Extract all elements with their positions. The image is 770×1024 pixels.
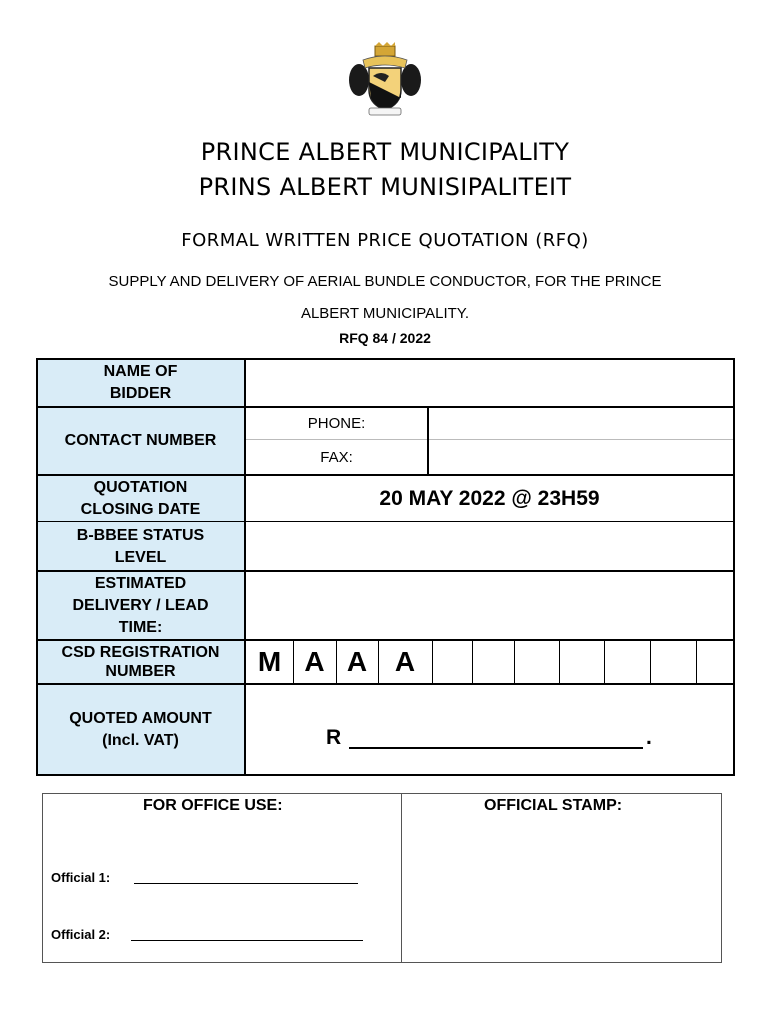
row-divider bbox=[36, 570, 735, 572]
document-description bbox=[60, 266, 710, 330]
bbbee-status-label bbox=[37, 522, 244, 571]
amount-field[interactable] bbox=[349, 724, 643, 746]
office-box-divider bbox=[401, 794, 402, 962]
name-of-bidder-label bbox=[37, 359, 244, 407]
official-1-line[interactable] bbox=[134, 883, 358, 884]
label-line: NUMBER bbox=[105, 663, 176, 680]
csd-char-2: A bbox=[304, 646, 325, 677]
label-line: TIME: bbox=[118, 618, 163, 636]
csd-box-divider bbox=[293, 640, 294, 684]
name-of-bidder-field[interactable] bbox=[246, 361, 733, 406]
table-column-divider bbox=[244, 358, 246, 776]
fax-field[interactable] bbox=[430, 441, 733, 474]
label-line: CONTACT NUMBER bbox=[64, 432, 217, 449]
label-line: NAME OF bbox=[103, 363, 178, 380]
label-line: CSD REGISTRATION bbox=[61, 644, 220, 661]
quoted-amount-label bbox=[37, 684, 244, 775]
phone-field[interactable] bbox=[430, 408, 733, 439]
label-line: BIDDER bbox=[109, 385, 172, 402]
row-divider bbox=[36, 521, 735, 522]
csd-box-divider bbox=[378, 640, 379, 684]
fax-label: FAX: bbox=[320, 448, 353, 466]
office-use-box bbox=[42, 793, 722, 963]
label-line: QUOTED AMOUNT bbox=[69, 709, 212, 727]
label-line: B-BBEE STATUS bbox=[76, 526, 205, 544]
delivery-time-label bbox=[37, 571, 244, 640]
csd-registration-label bbox=[37, 640, 244, 684]
csd-box-divider bbox=[336, 640, 337, 684]
amount-suffix: . bbox=[646, 726, 652, 749]
official-1-label: Official 1: bbox=[51, 870, 111, 885]
closing-date-value: 20 MAY 2022 @ 23H59 bbox=[379, 486, 600, 510]
amount-prefix: R bbox=[326, 726, 342, 749]
csd-char-1: M bbox=[257, 646, 282, 677]
contact-number-label bbox=[37, 407, 244, 475]
csd-number-field[interactable] bbox=[433, 641, 733, 683]
label-line: (Incl. VAT) bbox=[102, 731, 179, 749]
table-border-top bbox=[36, 358, 735, 360]
bbbee-status-field[interactable] bbox=[246, 523, 733, 570]
document-subtitle: FORMAL WRITTEN PRICE QUOTATION (RFQ) bbox=[181, 230, 589, 251]
coat-of-arms-icon bbox=[345, 42, 425, 118]
csd-char-3: A bbox=[346, 646, 368, 677]
phone-label: PHONE: bbox=[307, 415, 366, 432]
official-2-label: Official 2: bbox=[51, 927, 111, 942]
description-line-2: ALBERT MUNICIPALITY. bbox=[300, 305, 470, 322]
rfq-number: RFQ 84 / 2022 bbox=[339, 330, 431, 346]
municipality-title-en: PRINCE ALBERT MUNICIPALITY bbox=[200, 138, 570, 166]
label-line: CLOSING DATE bbox=[80, 500, 201, 518]
column-divider bbox=[427, 407, 429, 475]
label-line: ESTIMATED bbox=[94, 574, 187, 592]
description-line-1: SUPPLY AND DELIVERY OF AERIAL BUNDLE CONDUCTOR, FOR THE PRINCE bbox=[108, 273, 662, 290]
row-divider bbox=[36, 406, 735, 408]
official-stamp-heading: OFFICIAL STAMP: bbox=[484, 797, 623, 814]
label-line: DELIVERY / LEAD bbox=[72, 596, 209, 614]
closing-date-label bbox=[37, 475, 244, 522]
table-border-bottom bbox=[36, 774, 735, 776]
row-divider bbox=[36, 474, 735, 476]
municipality-title-af: PRINS ALBERT MUNISIPALITEIT bbox=[198, 173, 572, 201]
row-divider bbox=[246, 439, 733, 440]
table-border-left bbox=[36, 358, 38, 776]
label-line: QUOTATION bbox=[93, 478, 188, 496]
row-divider bbox=[36, 683, 735, 685]
official-2-line[interactable] bbox=[131, 940, 363, 941]
delivery-time-field[interactable] bbox=[246, 572, 733, 639]
amount-underline bbox=[349, 747, 643, 749]
table-border-right bbox=[733, 358, 735, 776]
office-use-heading: FOR OFFICE USE: bbox=[143, 797, 283, 814]
csd-char-4: A bbox=[394, 646, 416, 677]
label-line: LEVEL bbox=[114, 548, 167, 566]
